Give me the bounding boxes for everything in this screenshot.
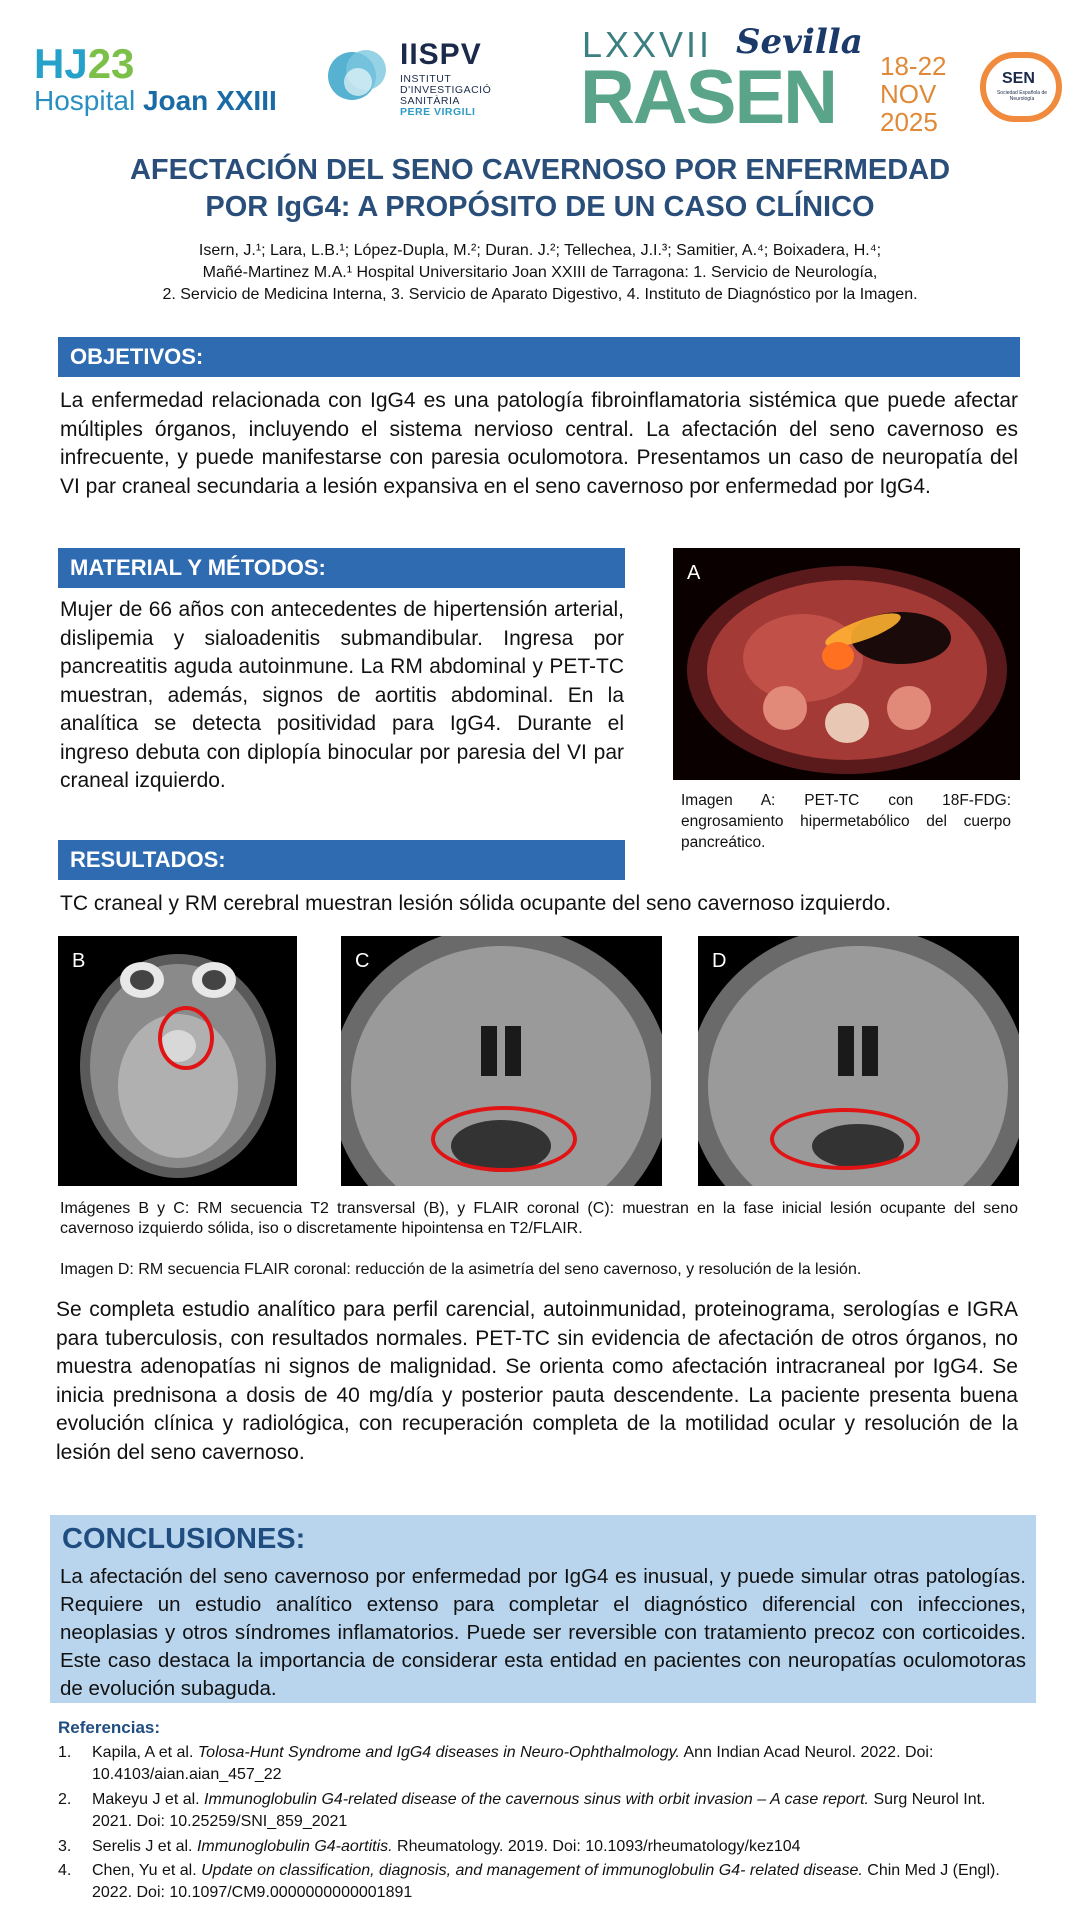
lesion-marker-d [770, 1108, 920, 1170]
poster-title [60, 152, 1020, 226]
reference-source: Ann Indian Acad Neurol. 2022. Doi: 10.4103/aian.aian_457_22 [92, 1744, 934, 1783]
pet-ct-scan-image [673, 548, 1020, 780]
reference-item [58, 1836, 1018, 1858]
resultados-text: Se completa estudio analítico para perfil carencial, autoinmunidad, proteinograma, serologías e IGRA para tuberculosis, con resultados normales. PET-TC sin evidencia de afectación de otros órganos, no muestra adenopatías ni signos de malignidad. Se orienta como afectación intracraneal por IgG4. Se inicia prednisona a dosis de 40 mg/día y posterior pauta descendente. La paciente presenta buena evolución clínica y radiológica, con recuperación completa de la motilidad ocular y resolución de la lesión del seno cavernoso. [56, 1298, 1018, 1464]
authors-line-2: Mañé-Martinez M.A.¹ Hospital Universitario Joan XXIII de Tarragona: 1. Servicio de Neurología, [202, 264, 878, 281]
reference-authors: Serelis J et al. [92, 1838, 197, 1855]
conclusiones-box [50, 1515, 1036, 1703]
reference-source: Surg Neurol Int. 2021. Doi: 10.25259/SNI_859_2021 [92, 1791, 986, 1830]
image-a-letter: A [687, 562, 701, 584]
reference-authors: Makeyu J et al. [92, 1791, 205, 1808]
hospital-logo [34, 42, 294, 116]
reference-source: Chin Med J (Engl). 2022. Doi: 10.1097/CM9.0000000000001891 [92, 1862, 1000, 1901]
rasen-edition: LXXVII [582, 24, 713, 65]
caption-image-d: Imagen D: RM secuencia FLAIR coronal: reducción de la asimetría del seno cavernoso, y resolución de la lesión. [60, 1261, 862, 1278]
image-d-letter: D [712, 950, 727, 972]
reference-number: 4. [58, 1862, 72, 1879]
lesion-marker-b [158, 1006, 214, 1070]
reference-item [58, 1860, 1018, 1904]
reference-item [58, 1742, 1018, 1786]
reference-number: 1. [58, 1744, 72, 1761]
caption-images-b-c: Imágenes B y C: RM secuencia T2 transversal (B), y FLAIR coronal (C): muestran en la fase inicial lesión ocupante del seno cavernoso izquierdo sólida, iso o discretamente hipointensa en T2/FLAIR. [60, 1200, 1018, 1237]
image-a-pet-ct [673, 548, 1020, 780]
rasen-year: 2025 [880, 107, 938, 137]
authors-line-3: 2. Servicio de Medicina Interna, 3. Servicio de Aparato Digestivo, 4. Instituto de Diagnóstico por la Imagen. [162, 286, 918, 303]
objetivos-heading: OBJETIVOS: [58, 337, 1020, 377]
rasen-city: Sevilla [736, 22, 863, 62]
sen-logo [980, 52, 1070, 132]
iispv-line4: PERE VIRGILI [400, 106, 476, 118]
image-b-mri-t2 [58, 936, 297, 1186]
rasen-wordmark: RASEN [580, 55, 837, 140]
iispv-line2: D'INVESTIGACIÓ [400, 84, 492, 96]
image-c-letter: C [355, 950, 370, 972]
reference-authors: Chen, Yu et al. [92, 1862, 202, 1879]
image-d-mri-flair [698, 936, 1019, 1186]
image-b-letter: B [72, 950, 86, 972]
objetivos-text: La enfermedad relacionada con IgG4 es una patología fibroinflamatoria sistémica que puede afectar múltiples órganos, incluyendo el sistema nervioso central. La afectación del seno cavernoso es infrecuente, y puede manifestarse con paresia oculomotora. Presentamos un caso de neuropatía del VI par craneal secundaria a lesión expansiva en el seno cavernoso por enfermedad por IgG4. [60, 389, 1018, 498]
conclusiones-text: La afectación del seno cavernoso por enfermedad por IgG4 es inusual, y puede simular otras patologías. Requiere un estudio analítico extenso para completar el diagnóstico diferencial con infecciones, neoplasias y otros síndromes inflamatorios. Puede ser reversible con tratamiento precoz con corticoides. Este caso destaca la importancia de considerar esta entidad en pacientes con neuropatías oculomotoras de evolución subaguda. [60, 1565, 1026, 1700]
reference-item [58, 1789, 1018, 1833]
hospital-name: Hospital [34, 85, 143, 116]
iispv-line1: INSTITUT [400, 73, 452, 85]
reference-title: Tolosa-Hunt Syndrome and IgG4 diseases in Neuro-Ophthalmology. [197, 1744, 680, 1761]
iispv-logo [322, 36, 532, 126]
sen-subtitle: Sociedad Española de Neurología [996, 90, 1048, 102]
reference-title: Immunoglobulin G4-aortitis. [196, 1838, 393, 1855]
reference-number: 3. [58, 1838, 72, 1855]
rasen-logo [580, 22, 947, 140]
iispv-emblem-icon [322, 42, 394, 106]
iispv-line3: SANITÀRIA [400, 95, 460, 107]
resultados-heading: RESULTADOS: [58, 840, 625, 880]
reference-title: Immunoglobulin G4-related disease of the cavernous sinus with orbit invasion – A case report. [204, 1791, 869, 1808]
title-line-2: POR IgG4: A PROPÓSITO DE UN CASO CLÍNICO [205, 191, 875, 223]
reference-source: Rheumatology. 2019. Doi: 10.1093/rheumatology/kez104 [392, 1838, 801, 1855]
metodos-text: Mujer de 66 años con antecedentes de hipertensión arterial, dislipemia y sialoadenitis submandibular. Ingresa por pancreatitis aguda autoinmune. La RM abdominal y PET-TC muestran, además, signos de aortitis abdominal. En la analítica se detecta positividad para IgG4. Durante el ingreso debuta con diplopía binocular por paresia del VI par craneal izquierdo. [60, 598, 624, 792]
rasen-days: 18-22 [880, 51, 947, 81]
lesion-marker-c [431, 1106, 577, 1172]
hospital-name-bold: Joan XXIII [142, 85, 277, 116]
resultados-intro: TC craneal y RM cerebral muestran lesión sólida ocupante del seno cavernoso izquierdo. [60, 892, 892, 915]
sen-label: SEN [1002, 70, 1035, 87]
reference-authors: Kapila, A et al. [92, 1744, 198, 1761]
rasen-month: NOV [880, 79, 937, 109]
image-c-mri-flair [341, 936, 662, 1186]
iispv-title: IISPV [400, 38, 482, 71]
conclusiones-heading: CONCLUSIONES: [62, 1523, 306, 1555]
reference-number: 2. [58, 1791, 72, 1808]
image-a-caption: Imagen A: PET-TC con 18F-FDG: engrosamiento hipermetabólico del cuerpo pancreático. [681, 792, 1011, 851]
referencias-heading: Referencias: [58, 1718, 161, 1737]
hj-letters: HJ [34, 40, 88, 87]
metodos-heading: MATERIAL Y MÉTODOS: [58, 548, 625, 588]
authors-block [60, 240, 1020, 306]
reference-title: Update on classification, diagnosis, and management of immunoglobulin G4- related disease. [201, 1862, 863, 1879]
authors-line-1: Isern, J.¹; Lara, L.B.¹; López-Dupla, M.²; Duran. J.²; Tellechea, J.I.³; Samitier, A.⁴; Boixadera, H.⁴; [198, 242, 882, 259]
title-line-1: AFECTACIÓN DEL SENO CAVERNOSO POR ENFERMEDAD [129, 154, 951, 186]
hj-number: 23 [87, 40, 135, 87]
